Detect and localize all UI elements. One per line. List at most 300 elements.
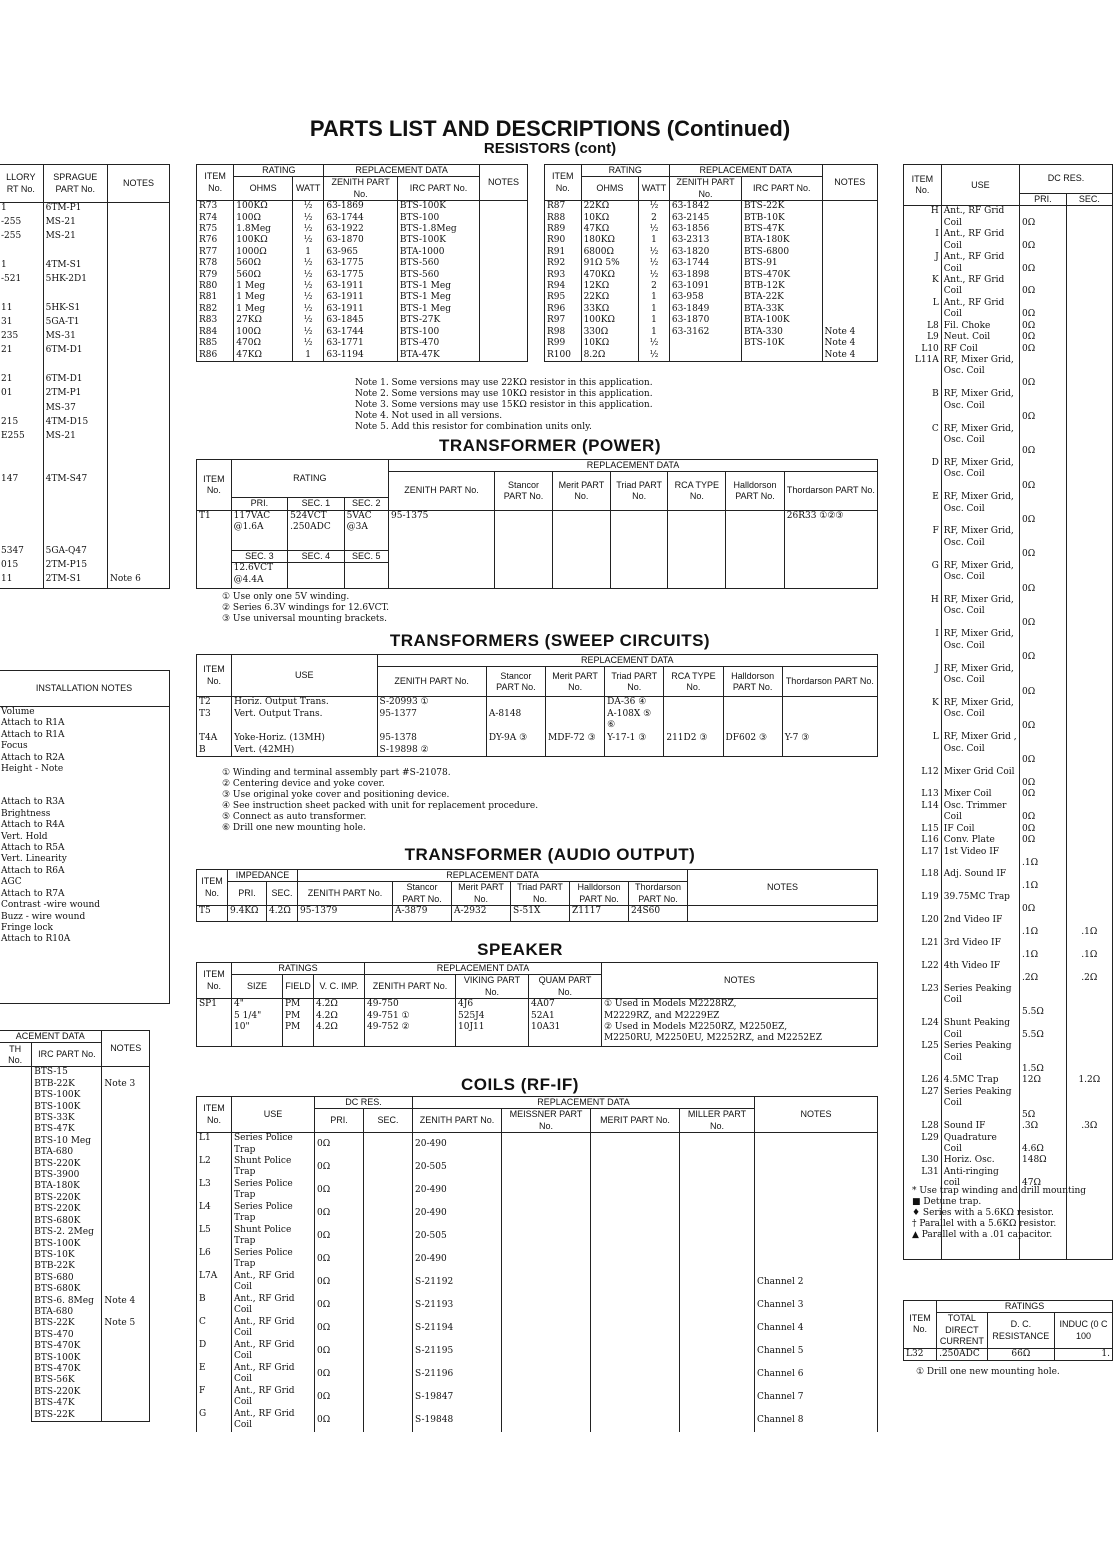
cell: 63-1744	[324, 213, 398, 224]
cell	[755, 1248, 878, 1271]
cell	[107, 546, 169, 560]
table-row	[197, 338, 528, 349]
cell	[1066, 526, 1112, 560]
cell: 0Ω	[1020, 698, 1067, 732]
cell: L13	[904, 789, 942, 800]
cell: BTS-220K	[32, 1159, 102, 1170]
cell: BTA-680	[32, 1307, 102, 1318]
cell	[107, 417, 169, 431]
col-header: SEC. 4	[288, 550, 345, 562]
cell	[364, 1363, 413, 1386]
table-row	[0, 1410, 150, 1422]
page-subtitle: RESISTORS (cont)	[483, 140, 617, 157]
table-row	[904, 847, 1113, 870]
cell: BTS-680	[32, 1273, 102, 1284]
cell: 100KΩ	[581, 315, 639, 326]
note-line: ♦ Series with a 5.6KΩ resistor.	[912, 1208, 1054, 1218]
cell: 10J11	[456, 1022, 529, 1046]
cell	[102, 1124, 150, 1135]
cell: Series Police Trap	[232, 1202, 315, 1225]
cell: 6TM-D1	[43, 345, 107, 359]
table-row	[904, 298, 1113, 321]
table-row	[904, 332, 1113, 343]
table-row	[904, 824, 1113, 835]
table-row	[0, 388, 170, 402]
cell	[723, 697, 782, 709]
cell	[479, 281, 527, 292]
cell: L7A	[197, 1271, 232, 1294]
cell: 21	[0, 345, 43, 359]
cell: Y-7 ③	[782, 733, 877, 745]
cell: H	[904, 595, 942, 629]
col-header: TOTAL DIRECT CURRENT	[937, 1313, 988, 1348]
resistor-notes	[355, 378, 755, 433]
cell: 10KΩ	[581, 338, 639, 349]
col-header: Halldorson PART No.	[570, 882, 629, 906]
cell: 211D2 ③	[664, 733, 723, 745]
cell: 27KΩ	[234, 315, 293, 326]
cell: L19	[904, 892, 942, 915]
cell: ½	[292, 258, 323, 269]
cell: 47KΩ	[581, 224, 639, 235]
table-row	[0, 560, 170, 574]
cell: 63-1911	[324, 304, 398, 315]
table-row	[0, 1330, 150, 1341]
cell: BTS-100K	[32, 1090, 102, 1101]
table-row	[197, 235, 528, 246]
cell: Yoke-Horiz. (13MH)	[232, 733, 377, 745]
cell: R96	[545, 304, 582, 315]
table-row	[0, 1102, 150, 1113]
cell	[102, 1090, 150, 1101]
cell: B	[197, 1294, 232, 1317]
table-row	[0, 1090, 150, 1101]
cell	[1066, 698, 1112, 732]
table-row	[197, 201, 528, 213]
table-row	[0, 317, 170, 331]
cell: BTS-47K	[32, 1124, 102, 1135]
cell: Ant., RF Grid Coil	[232, 1409, 315, 1432]
note-line: ② Centering device and yoke cover.	[222, 779, 385, 789]
cell: ½	[639, 247, 670, 258]
cell	[102, 1147, 150, 1158]
cell	[364, 1202, 413, 1225]
table-row	[545, 315, 878, 326]
cell: 0Ω	[1020, 561, 1067, 595]
cell: 8.2Ω	[581, 350, 639, 362]
col-header: Halldorson PART No.	[726, 472, 785, 510]
cell: L31	[904, 1167, 942, 1190]
cell: 0Ω	[315, 1133, 364, 1156]
sweep-transformer-table	[196, 654, 878, 757]
table-row	[545, 281, 878, 292]
col-header: RATING	[234, 165, 324, 177]
cell	[364, 1271, 413, 1294]
cell: BTB-12K	[742, 281, 823, 292]
table-row	[904, 629, 1113, 663]
cell: 1	[292, 247, 323, 258]
col-header: QUAM PART No.	[529, 975, 602, 999]
note-line: Contrast -wire wound	[1, 900, 101, 911]
cell	[1066, 1018, 1112, 1041]
table-row	[197, 213, 528, 224]
cell: L9	[904, 332, 942, 343]
col-header: WATT	[292, 177, 323, 201]
cell: 95-1378	[377, 733, 486, 745]
cell: E	[197, 1363, 232, 1386]
cell: ½	[292, 338, 323, 349]
table-row	[0, 1296, 150, 1307]
cell: 0Ω	[315, 1179, 364, 1202]
cell: 63-965	[324, 247, 398, 258]
cell	[755, 1179, 878, 1202]
cell: 0Ω	[1020, 229, 1067, 252]
note-line: Note 2. Some versions may use 10KΩ resistor in this application.	[355, 389, 653, 399]
cell: BTS-100K	[397, 201, 479, 213]
cell: S-21192	[413, 1271, 502, 1294]
table-row	[197, 1340, 878, 1363]
cell: 4th Video IF	[941, 961, 1019, 984]
cell	[107, 345, 169, 359]
cell: 1 Meg	[234, 304, 293, 315]
cell: 1	[639, 304, 670, 315]
cell: Series Police Trap	[232, 1248, 315, 1271]
col-header: USE	[232, 1097, 315, 1133]
table-row	[0, 1375, 150, 1386]
col-header: PRI.	[315, 1109, 364, 1133]
cell: L10	[904, 344, 942, 355]
power-transformer-table	[196, 459, 878, 589]
table-row	[904, 206, 1113, 229]
cell	[479, 258, 527, 269]
col-header: SEC. 5	[344, 550, 388, 562]
cell: Shunt Police Trap	[232, 1225, 315, 1248]
cell: T5	[197, 906, 228, 922]
cell: 0Ω	[1020, 629, 1067, 663]
cell	[1066, 389, 1112, 423]
cell: 47KΩ	[234, 350, 293, 362]
cell: 26R33 ①②③	[784, 510, 877, 588]
table-row	[197, 745, 878, 757]
table-row	[904, 561, 1113, 595]
cell: 0Ω	[1020, 492, 1067, 526]
table-row	[197, 1271, 878, 1294]
cell: 20-490	[413, 1133, 502, 1156]
cell	[664, 709, 723, 733]
cell: 4.2Ω	[267, 906, 298, 922]
cell: 0Ω	[1020, 732, 1067, 766]
cell: DF602 ③	[723, 733, 782, 745]
cell: R75	[197, 224, 234, 235]
col-header: SIZE	[232, 975, 283, 999]
note-line: Note 1. Some versions may use 22KΩ resistor in this application.	[355, 378, 653, 388]
col-header: INDUC (0 C 100	[1055, 1313, 1113, 1348]
table-row	[197, 327, 528, 338]
cell: 63-1898	[669, 270, 741, 281]
table-row	[904, 1041, 1113, 1075]
cell: 4A07	[529, 999, 602, 1011]
note-line: Volume	[1, 707, 35, 717]
cell: 0Ω	[1020, 801, 1067, 824]
cell: Ant., RF Grid Coil	[941, 298, 1019, 321]
cell: Series Peaking Coil	[941, 984, 1019, 1018]
cell: 5VAC @3A	[344, 510, 388, 550]
cell: 4TM-D15	[43, 417, 107, 431]
table-row	[545, 258, 878, 269]
note-line: Vert. Hold	[1, 831, 48, 842]
cell: Series Police Trap	[232, 1179, 315, 1202]
cell: Note 3	[102, 1079, 150, 1090]
note-line: ③ Use original yoke cover and positioning device.	[222, 790, 450, 800]
cell: L24	[904, 1018, 942, 1041]
col-header: ITEM No.	[197, 655, 232, 697]
table-row	[197, 270, 528, 281]
table-row	[197, 1294, 878, 1317]
section-title-coils: COILS (RF-IF)	[461, 1075, 579, 1094]
cell: RF, Mixer Grid, Osc. Coil	[941, 389, 1019, 423]
cell: L25	[904, 1041, 942, 1075]
table-row	[197, 224, 528, 235]
cell: R93	[545, 270, 582, 281]
cell: BTS-100K	[32, 1353, 102, 1364]
cell: 0Ω	[1020, 344, 1067, 355]
cell: BTA-22K	[742, 292, 823, 303]
col-header: ZENITH PART No.	[324, 177, 398, 201]
cell: 95-1379	[298, 906, 393, 922]
cell: 63-1849	[669, 304, 741, 315]
cell: L17	[904, 847, 942, 870]
table-row	[0, 1136, 150, 1147]
cell: 015	[0, 560, 43, 574]
cell: Adj. Sound IF	[941, 869, 1019, 892]
cell: 0Ω	[1020, 789, 1067, 800]
cell: Z1117	[570, 906, 629, 922]
col-header: Merit PART No.	[452, 882, 511, 906]
col-header: V. C. IMP.	[314, 975, 365, 999]
cell	[479, 350, 527, 362]
right-coils-table	[903, 164, 1113, 1260]
cell: R90	[545, 235, 582, 246]
cell: ½	[292, 270, 323, 281]
col-header: ITEM No.	[197, 870, 228, 906]
table-row	[904, 1087, 1113, 1121]
cell: 63-1856	[669, 224, 741, 235]
table-row	[545, 247, 878, 258]
table-row	[0, 1364, 150, 1375]
table-row	[545, 304, 878, 315]
cell: Vert. (42MH)	[232, 745, 377, 757]
cell: ½	[292, 213, 323, 224]
cell: ½	[292, 327, 323, 338]
cell: .2Ω	[1066, 961, 1112, 984]
note-line: ⑤ Connect as auto transformer.	[222, 812, 367, 822]
cell	[107, 231, 169, 245]
cell: ½	[292, 235, 323, 246]
cell: 01	[0, 388, 43, 402]
cell: R92	[545, 258, 582, 269]
cell: 1.8Meg	[234, 224, 293, 235]
col-header: NOTES	[755, 1097, 878, 1133]
cell: BTA-680	[32, 1147, 102, 1158]
cell: 0Ω	[315, 1225, 364, 1248]
cell: BTB-10K	[742, 213, 823, 224]
cell: R98	[545, 327, 582, 338]
cell	[755, 1133, 878, 1156]
cell	[479, 213, 527, 224]
cell: 49-750	[365, 999, 456, 1011]
col-header: IMPEDANCE	[228, 870, 298, 882]
speaker-table	[196, 962, 878, 1047]
audio-transformer-table	[196, 869, 878, 922]
table-row	[197, 247, 528, 258]
cell: 525J4	[456, 1011, 529, 1022]
cell	[102, 1364, 150, 1375]
cell: Note 4	[822, 350, 877, 362]
resistors-table-b	[544, 164, 878, 362]
cell: RF, Mixer Grid, Osc. Coil	[941, 595, 1019, 629]
table-row	[0, 217, 170, 231]
cell	[107, 560, 169, 574]
table-row	[0, 1079, 150, 1090]
table-row	[904, 801, 1113, 824]
cell	[102, 1398, 150, 1409]
cell	[1066, 835, 1112, 846]
cell: R80	[197, 281, 234, 292]
cell	[822, 213, 877, 224]
cell: BTS-1 Meg	[397, 292, 479, 303]
cell: 63-1869	[324, 201, 398, 213]
cell: L32	[904, 1348, 937, 1360]
table-row	[0, 431, 170, 445]
table-row	[904, 389, 1113, 423]
cell	[1066, 892, 1112, 915]
cell: 0Ω	[315, 1202, 364, 1225]
cell: -255	[0, 231, 43, 245]
cell: ½	[292, 315, 323, 326]
cell: BTS-3900	[32, 1170, 102, 1181]
cell: G	[197, 1409, 232, 1432]
cell: 100Ω	[234, 213, 293, 224]
cell	[1066, 1155, 1112, 1166]
table-row	[0, 517, 170, 531]
cell: R87	[545, 201, 582, 213]
cell: 2	[639, 213, 670, 224]
cell: 63-1911	[324, 281, 398, 292]
col-header: OHMS	[581, 177, 639, 201]
table-row	[197, 1179, 878, 1202]
cell	[1066, 664, 1112, 698]
table-row	[904, 252, 1113, 275]
cell: D	[197, 1340, 232, 1363]
cell: BTS-1 Meg	[397, 281, 479, 292]
col-header: Stancor PART No.	[486, 667, 545, 697]
cell	[107, 388, 169, 402]
cell	[102, 1410, 150, 1422]
cell: RF, Mixer Grid, Osc. Coil	[941, 492, 1019, 526]
cell: 12KΩ	[581, 281, 639, 292]
cell	[1066, 595, 1112, 629]
cell: BTS-22K	[32, 1410, 102, 1422]
cell: BTS-100	[397, 213, 479, 224]
note-line: Attach to R4A	[1, 820, 65, 831]
table-row	[0, 1181, 150, 1192]
cell: A-8148	[486, 709, 545, 733]
cell: Series Peaking Coil	[941, 1041, 1019, 1075]
cell: Ant., RF Grid Coil	[232, 1386, 315, 1409]
cell: 39.75MC Trap	[941, 892, 1019, 915]
table-row	[197, 1409, 878, 1432]
col-header: SEC. 1	[288, 498, 345, 510]
cell: L16	[904, 835, 942, 846]
cell: I	[904, 629, 942, 663]
cell: 4J6	[456, 999, 529, 1011]
cell: Mixer Coil	[941, 789, 1019, 800]
cell: BTS-470	[397, 338, 479, 349]
table-row	[545, 350, 878, 362]
cell: 52A1	[529, 1011, 602, 1022]
cell: PM	[283, 1022, 314, 1046]
table-row	[904, 321, 1113, 332]
cell: DY-9A ③	[486, 733, 545, 745]
cell	[364, 1340, 413, 1363]
cell: L3	[197, 1179, 232, 1202]
cell	[1066, 458, 1112, 492]
col-header: REPLACEMENT DATA	[377, 655, 877, 667]
cell	[107, 431, 169, 445]
cell	[364, 1179, 413, 1202]
table-row	[197, 1386, 878, 1409]
cell: 0Ω	[1020, 321, 1067, 332]
cell	[822, 224, 877, 235]
table-row	[0, 231, 170, 245]
col-header: SPRAGUE PART No.	[43, 165, 107, 203]
cell	[102, 1284, 150, 1295]
cell: Sound IF	[941, 1121, 1019, 1132]
cell: K	[904, 275, 942, 298]
col-header: FIELD	[283, 975, 314, 999]
cell: G	[904, 561, 942, 595]
cell: Quadrature Coil	[941, 1133, 1019, 1156]
cell: BTS-220K	[32, 1193, 102, 1204]
cell	[0, 517, 43, 531]
cell: 2TM-P15	[43, 560, 107, 574]
cell: 63-1820	[669, 247, 741, 258]
cell: B	[904, 389, 942, 423]
table-row	[904, 1133, 1113, 1156]
table-row	[0, 303, 170, 317]
cell	[723, 709, 782, 733]
table-row	[197, 1248, 878, 1271]
col-header: Triad PART No.	[610, 472, 668, 510]
cell: 66Ω	[987, 1348, 1054, 1360]
col-header: USE	[941, 165, 1019, 206]
cell: L15	[904, 824, 942, 835]
col-header: ITEM No.	[904, 1301, 937, 1349]
cell: Channel 7	[755, 1386, 878, 1409]
cell: 2nd Video IF	[941, 915, 1019, 938]
note-line	[1, 775, 167, 786]
cell: DA-36 ④	[605, 697, 664, 709]
table-row	[904, 767, 1113, 790]
cell: BTA-1000	[397, 247, 479, 258]
cell: 0Ω	[1020, 332, 1067, 343]
note-line: Height - Note	[1, 764, 64, 775]
note-line: Attach to R7A	[1, 888, 65, 899]
cell: S-20993 ①	[377, 697, 486, 709]
cell	[364, 1248, 413, 1271]
cell: H	[904, 206, 942, 229]
cell: 524VCT .250ADC	[288, 510, 345, 550]
